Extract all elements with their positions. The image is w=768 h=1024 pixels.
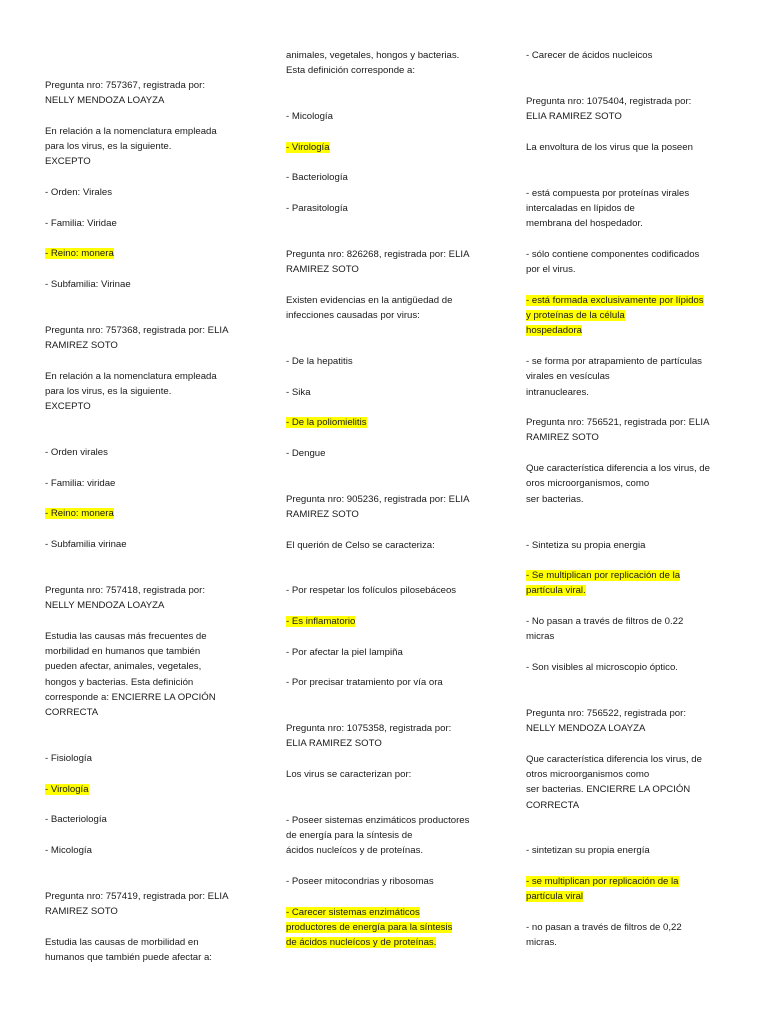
text-line: - se forma por atrapamiento de partículas xyxy=(526,355,702,367)
question-text xyxy=(526,461,748,507)
text-line: ser bacterias. ENCIERRE LA OPCIÓN xyxy=(526,784,691,796)
question-text xyxy=(45,124,267,170)
question-text xyxy=(45,369,267,415)
answer-option xyxy=(526,660,748,675)
text-line: En relación a la nomenclatura empleada xyxy=(45,125,217,137)
text-line: humanos que también puede afectar a: xyxy=(45,951,212,963)
text-line: CORRECTA xyxy=(45,707,99,719)
text-line xyxy=(286,920,508,935)
text-line: - Poseer mitocondrias y ribosomas xyxy=(286,876,434,888)
text-line: Pregunta nro: 826268, registrada por: ELIA xyxy=(286,248,470,260)
text-line: otros microorganismos como xyxy=(526,768,650,780)
highlight: hospedadora xyxy=(526,325,583,337)
answer-option xyxy=(286,385,508,400)
answer-option xyxy=(45,277,267,292)
answer-option xyxy=(45,185,267,200)
highlighted-answer xyxy=(45,506,267,521)
text-line xyxy=(526,568,748,583)
text-line: - Parasitología xyxy=(286,202,348,214)
text-line xyxy=(286,140,508,155)
answer-option xyxy=(45,537,267,552)
text-line: Que característica diferencia los virus, de xyxy=(526,753,702,765)
text-line: RAMIREZ SOTO xyxy=(286,508,359,520)
highlight: y proteínas de la célula xyxy=(526,310,625,322)
question-header xyxy=(526,415,748,446)
highlight: - Virología xyxy=(45,783,89,795)
highlight: partícula viral xyxy=(526,891,584,903)
text-line: ser bacterias. xyxy=(526,493,584,505)
highlight: - está formada exclusivamente por lípidos xyxy=(526,294,704,306)
question-header xyxy=(526,94,748,125)
text-line: RAMIREZ SOTO xyxy=(526,432,599,444)
text-line: NELLY MENDOZA LOAYZA xyxy=(45,95,165,107)
text-line: Que característica diferencia a los virus, de xyxy=(526,463,710,475)
answer-option xyxy=(286,201,508,216)
answer-option xyxy=(526,920,748,951)
text-line: Estudia las causas de morbilidad en xyxy=(45,936,199,948)
highlight: - Reino: monera xyxy=(45,248,114,260)
text-line: El querión de Celso se caracteriza: xyxy=(286,539,435,551)
text-line: NELLY MENDOZA LOAYZA xyxy=(45,600,165,612)
highlight: - Carecer sistemas enzimáticos xyxy=(286,906,420,918)
text-line: - Por respetar los folículos pilosebáceos xyxy=(286,585,457,597)
highlight: de ácidos nucleícos y de proteínas. xyxy=(286,937,437,949)
text-line: RAMIREZ SOTO xyxy=(45,906,118,918)
question-header xyxy=(45,78,267,109)
text-line xyxy=(286,935,508,950)
text-line: micras. xyxy=(526,937,557,949)
text-line: ELIA RAMIREZ SOTO xyxy=(286,738,382,750)
text-line: animales, vegetales, hongos y bacterias. xyxy=(286,50,460,61)
text-line: ELIA RAMIREZ SOTO xyxy=(526,111,622,123)
text-line xyxy=(45,506,267,521)
text-line: - No pasan a través de filtros de 0.22 xyxy=(526,615,684,627)
text-line: - Fisiología xyxy=(45,753,92,765)
text-line: ácidos nucleícos y de proteínas. xyxy=(286,845,424,857)
text-line xyxy=(286,614,508,629)
highlight: - Virología xyxy=(286,141,330,153)
text-line: - sólo contiene componentes codificados xyxy=(526,248,700,260)
text-line: Pregunta nro: 1075358, registrada por: xyxy=(286,723,452,735)
text-line: - Bacteriología xyxy=(45,814,107,826)
answer-option xyxy=(526,614,748,645)
text-line: Pregunta nro: 757367, registrada por: xyxy=(45,80,206,91)
answer-option xyxy=(526,354,748,400)
text-line: - Por precisar tratamiento por vía ora xyxy=(286,677,443,689)
text-line: Existen evidencias en la antigüedad de xyxy=(286,294,453,306)
text-line: hongos y bacterias. Esta definición xyxy=(45,676,194,688)
text-line: - Sintetiza su propia energia xyxy=(526,539,646,551)
question-header xyxy=(286,247,508,278)
text-line: corresponde a: ENCIERRE LA OPCIÓN xyxy=(45,691,216,703)
text-line: La envoltura de los virus que la poseen xyxy=(526,141,693,153)
text-line xyxy=(45,782,267,797)
text-line: - Poseer sistemas enzimáticos productores xyxy=(286,814,470,826)
text-line: - está compuesta por proteínas virales xyxy=(526,187,690,199)
text-line xyxy=(526,874,748,889)
text-line: Los virus se caracterizan por: xyxy=(286,768,412,780)
text-line xyxy=(526,323,748,338)
text-line: Pregunta nro: 756522, registrada por: xyxy=(526,707,687,719)
answer-option xyxy=(45,751,267,766)
text-line: - Micología xyxy=(45,844,92,856)
text-line: por el virus. xyxy=(526,264,576,276)
question-header xyxy=(286,721,508,752)
text-line: - Carecer de ácidos nucleicos xyxy=(526,50,653,61)
highlighted-answer xyxy=(286,905,508,951)
text-line xyxy=(286,415,508,430)
text-line: Pregunta nro: 757368, registrada por: ELIA xyxy=(45,324,229,336)
answer-option xyxy=(286,446,508,461)
text-line: RAMIREZ SOTO xyxy=(286,264,359,276)
highlight: - Reino: monera xyxy=(45,508,114,520)
column-2 xyxy=(286,48,508,951)
question-header xyxy=(286,492,508,523)
answer-option xyxy=(286,583,508,598)
text-line: - Familia: Viridae xyxy=(45,217,117,229)
text-line: oros microorganismos, como xyxy=(526,478,650,490)
text-line: de energía para la síntesis de xyxy=(286,830,413,842)
text-line: Pregunta nro: 757418, registrada por: xyxy=(45,584,206,596)
text-line: - Orden virales xyxy=(45,447,108,459)
highlight: - se multiplican por replicación de la xyxy=(526,876,679,888)
answer-option xyxy=(526,843,748,858)
answer-option xyxy=(45,843,267,858)
question-header xyxy=(526,706,748,737)
text-line: RAMIREZ SOTO xyxy=(45,340,118,352)
text-line: - Bacteriología xyxy=(286,172,348,184)
text-line: intercaladas en lípidos de xyxy=(526,202,635,214)
answer-option xyxy=(45,216,267,231)
text-line: - Subfamilia: Virinae xyxy=(45,278,131,290)
text-line: para los virus, es la siguiente. xyxy=(45,141,172,153)
column-3 xyxy=(526,48,748,951)
answer-option xyxy=(526,247,748,278)
text-line: - no pasan a través de filtros de 0,22 xyxy=(526,921,682,933)
question-text xyxy=(526,752,748,813)
text-line: - Dengue xyxy=(286,447,326,459)
text-line xyxy=(286,905,508,920)
highlighted-answer xyxy=(286,614,508,629)
text-line: - Orden: Virales xyxy=(45,187,113,199)
text-line: En relación a la nomenclatura empleada xyxy=(45,370,217,382)
text-line: virales en vesículas xyxy=(526,371,610,383)
answer-option xyxy=(286,675,508,690)
text-line: EXCEPTO xyxy=(45,401,91,413)
answer-option xyxy=(45,445,267,460)
answer-option xyxy=(526,48,748,63)
text-line: morbilidad en humanos que también xyxy=(45,645,201,657)
column-1 xyxy=(45,78,267,965)
highlighted-answer xyxy=(286,415,508,430)
highlighted-answer xyxy=(45,246,267,261)
answer-option xyxy=(526,186,748,232)
text-line xyxy=(526,293,748,308)
highlight: - Es inflamatorio xyxy=(286,615,356,627)
text-line: - Subfamilia virinae xyxy=(45,538,127,550)
question-text xyxy=(526,140,748,155)
question-text xyxy=(286,48,508,79)
question-text xyxy=(45,629,267,721)
text-line: - De la hepatitis xyxy=(286,355,353,367)
answer-option xyxy=(286,109,508,124)
text-line: - sintetizan su propia energía xyxy=(526,845,650,857)
text-line: Pregunta nro: 756521, registrada por: ELIA xyxy=(526,417,710,429)
highlight: - De la poliomielitis xyxy=(286,417,367,429)
highlight: partícula viral. xyxy=(526,585,586,597)
text-line: - Sika xyxy=(286,386,311,398)
text-line: pueden afectar, animales, vegetales, xyxy=(45,661,202,673)
answer-option xyxy=(286,645,508,660)
text-line xyxy=(526,583,748,598)
text-line xyxy=(526,308,748,323)
question-text xyxy=(286,293,508,324)
question-header xyxy=(45,889,267,920)
answer-option xyxy=(286,813,508,859)
answer-option xyxy=(526,538,748,553)
highlighted-answer xyxy=(526,293,748,339)
highlighted-answer xyxy=(526,568,748,599)
text-line: Pregunta nro: 905236, registrada por: ELIA xyxy=(286,493,470,505)
text-line: CORRECTA xyxy=(526,799,580,811)
text-line: para los virus, es la siguiente. xyxy=(45,385,172,397)
text-line: membrana del hospedador. xyxy=(526,218,643,230)
answer-option xyxy=(286,874,508,889)
question-header xyxy=(45,323,267,354)
text-line: micras xyxy=(526,631,555,643)
text-line: Pregunta nro: 1075404, registrada por: xyxy=(526,95,692,107)
text-line: - Micología xyxy=(286,111,333,123)
text-line xyxy=(526,889,748,904)
text-line: Estudia las causas más frecuentes de xyxy=(45,630,207,642)
text-line: - Son visibles al microscopio óptico. xyxy=(526,661,678,673)
question-text xyxy=(45,935,267,966)
text-line: - Por afectar la piel lampiña xyxy=(286,646,403,658)
question-text xyxy=(286,538,508,553)
answer-option xyxy=(45,476,267,491)
text-line: infecciones causadas por virus: xyxy=(286,310,420,322)
text-line: Pregunta nro: 757419, registrada por: ELIA xyxy=(45,890,229,902)
answer-option xyxy=(286,170,508,185)
highlight: - Se multiplican por replicación de la xyxy=(526,570,681,582)
highlighted-answer xyxy=(526,874,748,905)
question-header xyxy=(45,583,267,614)
text-line: NELLY MENDOZA LOAYZA xyxy=(526,723,646,735)
highlight: productores de energía para la síntesis xyxy=(286,921,453,933)
highlighted-answer xyxy=(286,140,508,155)
question-text xyxy=(286,767,508,782)
text-line: - Familia: viridae xyxy=(45,477,116,489)
text-line: intranucleares. xyxy=(526,386,589,398)
answer-option xyxy=(286,354,508,369)
text-line: Esta definición corresponde a: xyxy=(286,65,416,77)
text-line: EXCEPTO xyxy=(45,156,91,168)
answer-option xyxy=(45,812,267,827)
text-line xyxy=(45,246,267,261)
highlighted-answer xyxy=(45,782,267,797)
